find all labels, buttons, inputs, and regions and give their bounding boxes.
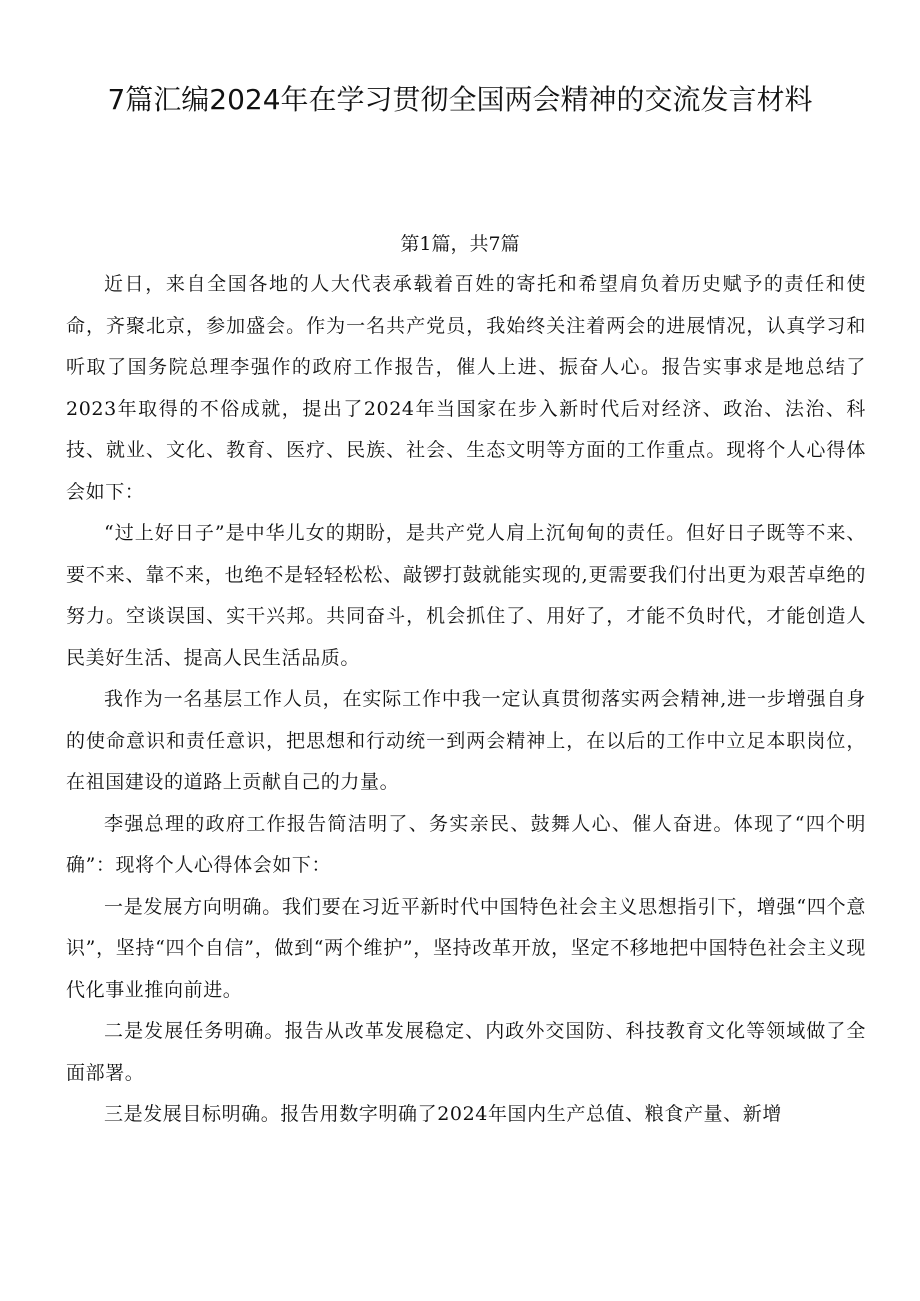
paragraph: 近日，来自全国各地的人大代表承载着百姓的寄托和希望肩负着历史赋予的责任和使命，齐聚北京，参加盛会。作为一名共产党员，我始终关注着两会的进展情况，认真学习和听取了国务院总理李强作的政府工作报告，催人上进、振奋人心。报告实事求是地总结了2023年取得的不俗成就，提出了2024年当国家在步入新时代后对经济、政治、法治、科技、就业、文化、教育、医疗、民族、社会、生态文明等方面的工作重点。现将个人心得体会如下：: [66, 273, 866, 503]
paragraph: 我作为一名基层工作人员，在实际工作中我一定认真贯彻落实两会精神,进一步增强自身的使命意识和责任意识，把思想和行动统一到两会精神上，在以后的工作中立足本职岗位，在祖国建设的道路上贡献自己的力量。: [66, 688, 866, 793]
document-title: 7篇汇编2024年在学习贯彻全国两会精神的交流发言材料: [107, 83, 813, 116]
paragraph: 二是发展任务明确。报告从改革发展稳定、内政外交国防、科技教育文化等领域做了全面部署。: [66, 1020, 866, 1084]
paragraph: “过上好日子”是中华儿女的期盼，是共产党人肩上沉甸甸的责任。但好日子既等不来、要不来、靠不来，也绝不是轻轻松松、敲锣打鼓就能实现的,更需要我们付出更为艰苦卓绝的努力。空谈误国、实干兴邦。共同奋斗，机会抓住了、用好了，才能不负时代，才能创造人民美好生活、提高人民生活品质。: [66, 522, 866, 669]
paragraph: 三是发展目标明确。报告用数字明确了2024年国内生产总值、粮食产量、新增: [104, 1103, 782, 1125]
paragraph: 一是发展方向明确。我们要在习近平新时代中国特色社会主义思想指引下，增强“四个意识”，坚持“四个自信”，做到“两个维护”，坚持改革开放，坚定不移地把中国特色社会主义现代化事业推向前进。: [66, 895, 866, 1001]
document-body: [66, 264, 866, 1136]
paragraph: 李强总理的政府工作报告简洁明了、务实亲民、鼓舞人心、催人奋进。体现了“四个明确”：现将个人心得体会如下：: [66, 812, 866, 876]
part-label: 第1篇，共7篇: [400, 233, 520, 255]
